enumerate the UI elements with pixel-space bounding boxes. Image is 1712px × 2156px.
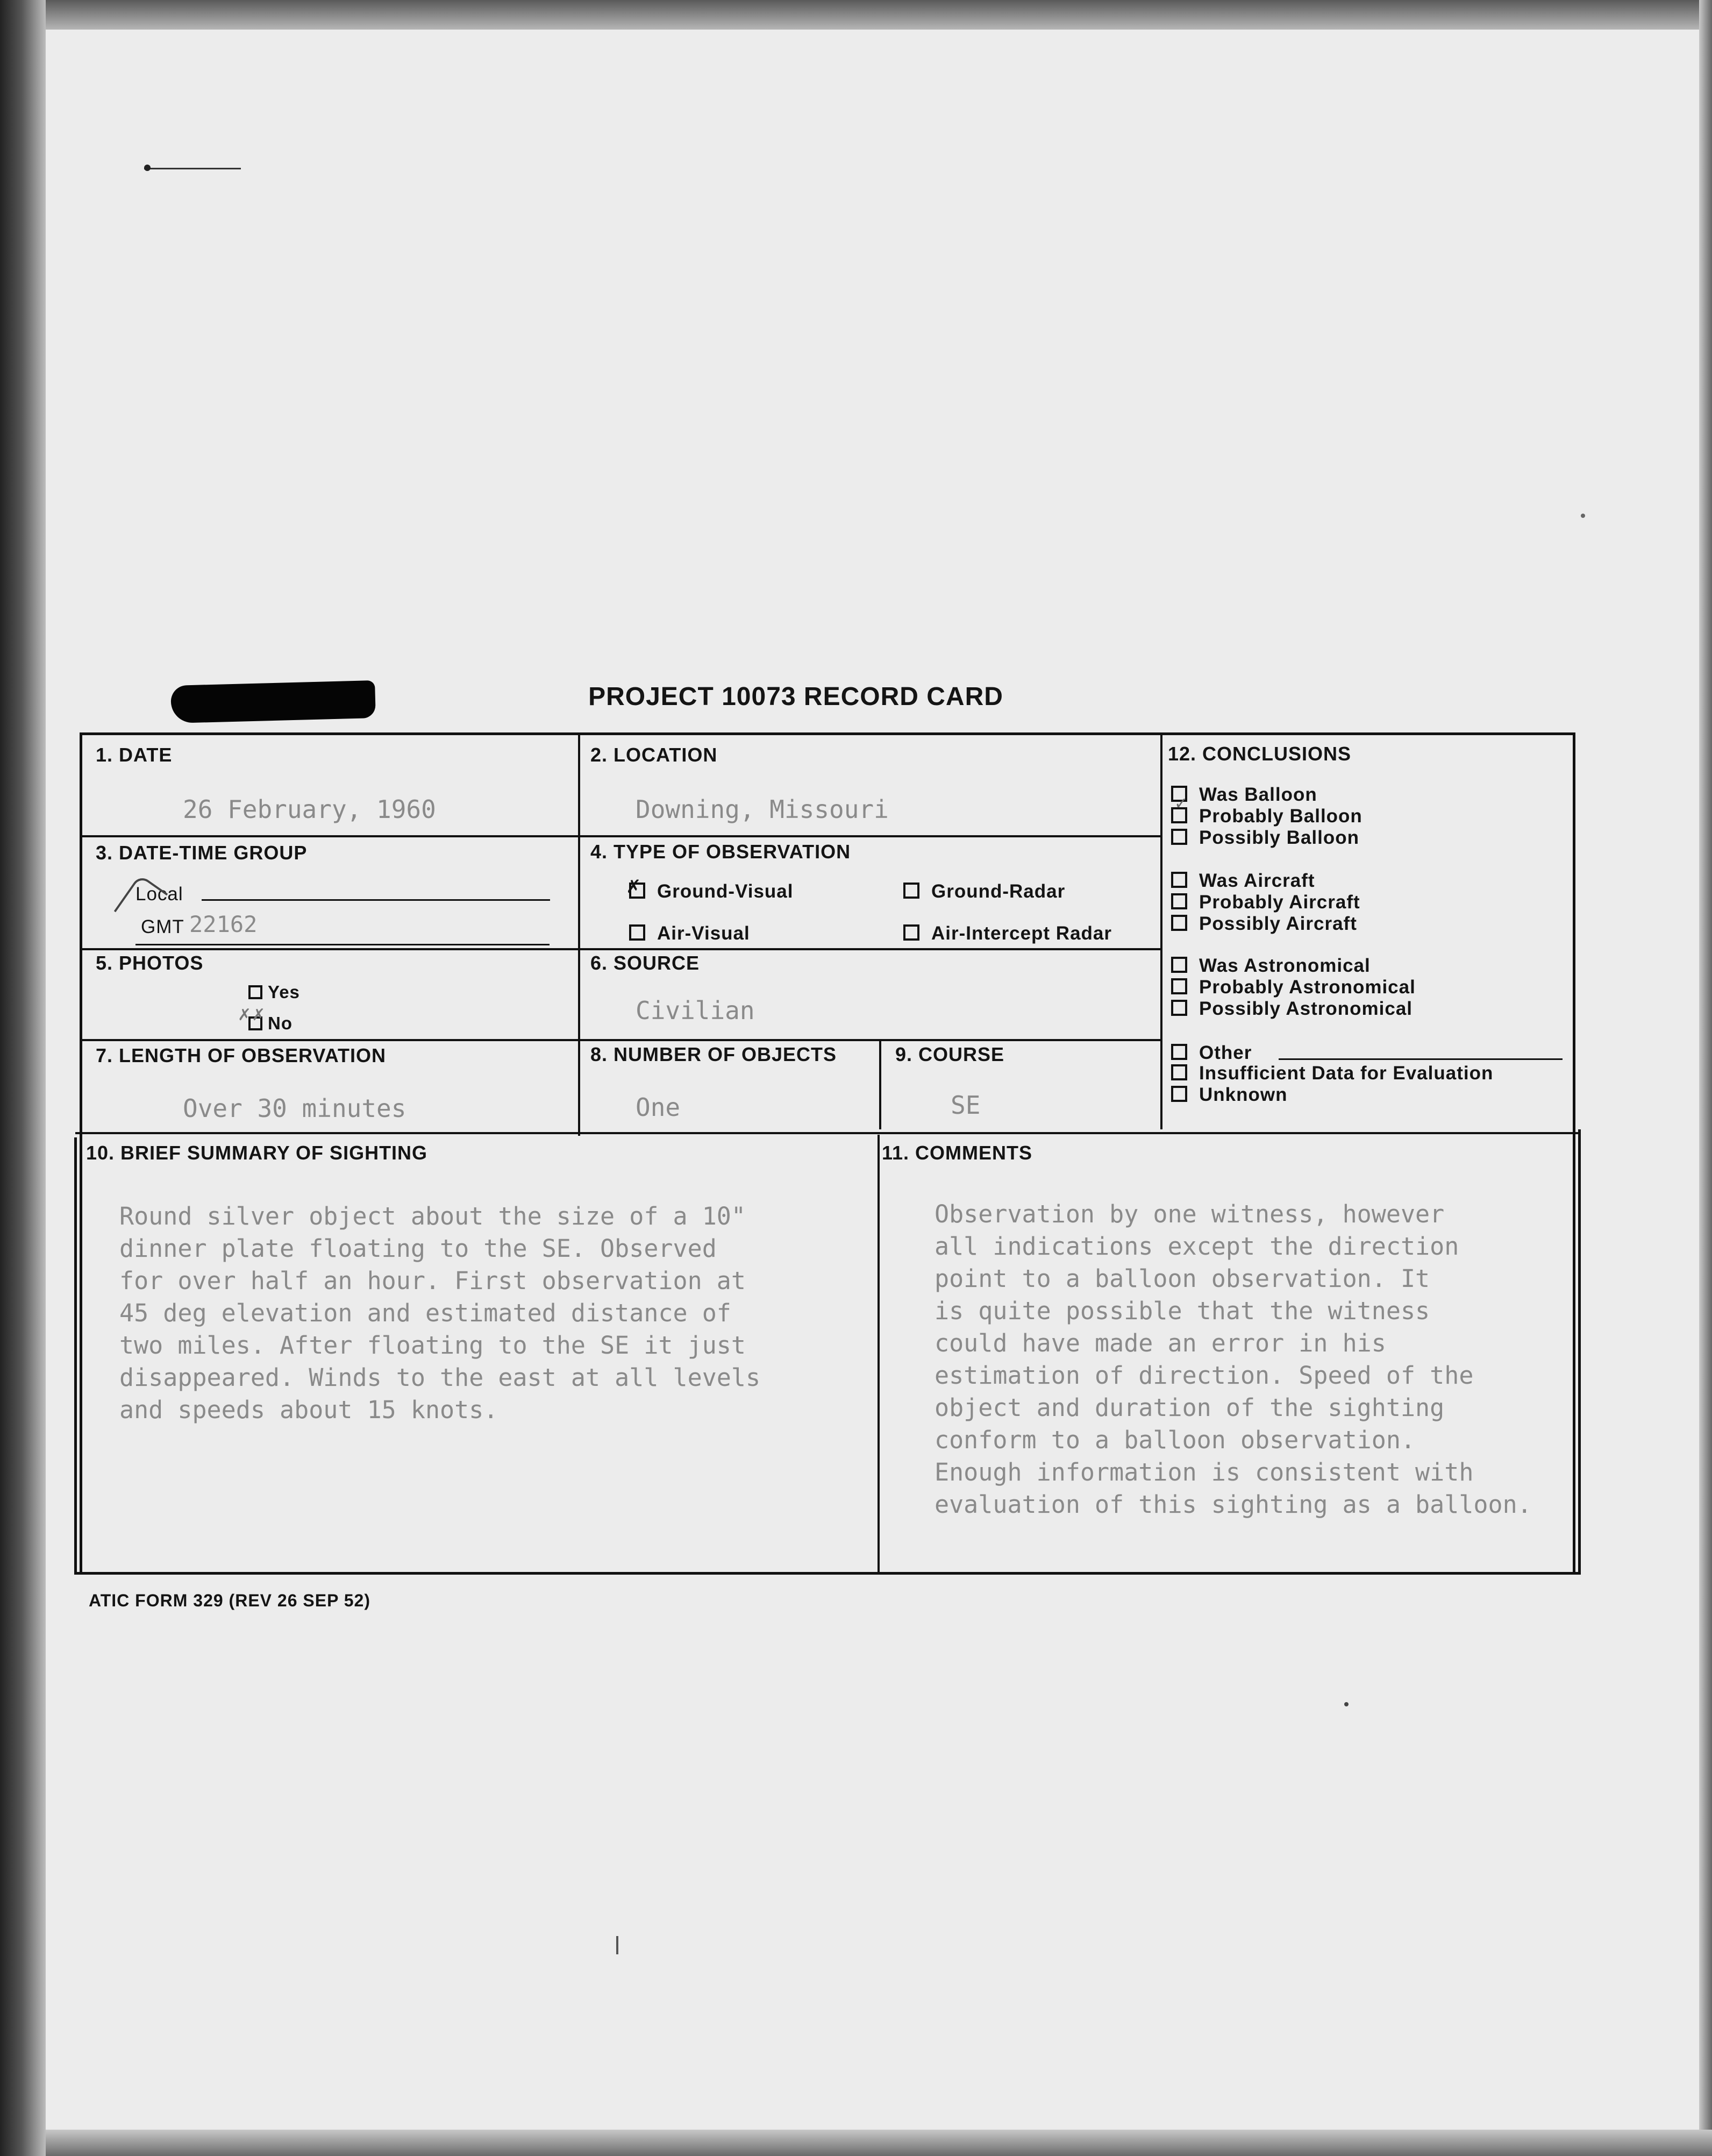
comments-line: Observation by one witness, however — [935, 1200, 1445, 1228]
comments-label: 11. COMMENTS — [882, 1142, 1033, 1164]
photos-no-checkbox-checked[interactable] — [238, 1006, 266, 1030]
comments-line: is quite possible that the witness — [935, 1297, 1430, 1325]
course-label: 9. COURSE — [895, 1043, 1005, 1065]
photos-label: 5. PHOTOS — [96, 952, 204, 974]
summary-label: 10. BRIEF SUMMARY OF SIGHTING — [86, 1142, 428, 1164]
comments-line: object and duration of the sighting — [935, 1393, 1445, 1422]
insufficient-data-label: Insufficient Data for Evaluation — [1199, 1063, 1494, 1084]
location-label: 2. LOCATION — [590, 744, 718, 766]
form-number-footer: ATIC FORM 329 (REV 26 SEP 52) — [89, 1591, 370, 1610]
summary-text — [119, 1168, 760, 1458]
type-obs-ground-visual[interactable] — [626, 877, 794, 902]
scan-edge-top — [46, 0, 1712, 30]
table-border-left-lower — [74, 1137, 77, 1574]
possibly-aircraft-label: Possibly Aircraft — [1199, 913, 1357, 934]
ground-radar-checkbox[interactable] — [903, 883, 919, 899]
comments-line: estimation of direction. Speed of the — [935, 1361, 1474, 1390]
divider-h-row1 — [81, 835, 1161, 837]
divider-h-row3 — [81, 1039, 1161, 1041]
length-value: Over 30 minutes — [183, 1094, 406, 1123]
speck-mark — [1581, 514, 1585, 518]
conclusion-was-astronomical[interactable] — [1171, 955, 1371, 977]
scan-edge-left — [0, 0, 46, 2156]
probably-astronomical-checkbox[interactable] — [1171, 978, 1187, 994]
summary-line: for over half an hour. First observation at — [119, 1266, 746, 1295]
conclusion-possibly-balloon[interactable] — [1171, 827, 1359, 849]
type-obs-ground-radar[interactable] — [903, 881, 1065, 902]
source-value: Civilian — [636, 996, 755, 1025]
redaction-block — [170, 680, 376, 723]
unknown-checkbox[interactable] — [1171, 1086, 1187, 1102]
conclusion-unknown[interactable] — [1171, 1084, 1287, 1106]
dtg-gmt-line — [135, 944, 550, 945]
comments-line: could have made an error in his — [935, 1329, 1386, 1357]
table-border-top — [82, 732, 1574, 735]
dtg-local-line — [202, 899, 550, 901]
summary-line: dinner plate floating to the SE. Observed — [119, 1234, 717, 1263]
type-obs-label: 4. TYPE OF OBSERVATION — [590, 841, 851, 863]
air-intercept-radar-checkbox[interactable] — [903, 924, 919, 941]
scan-edge-bottom — [46, 2130, 1712, 2156]
probably-aircraft-checkbox[interactable] — [1171, 893, 1187, 909]
stray-dot-mark — [144, 165, 151, 171]
air-visual-label: Air-Visual — [657, 923, 750, 944]
divider-v-comments — [878, 1135, 880, 1575]
check-mark-icon: ✓ — [1174, 795, 1189, 813]
comments-text — [935, 1166, 1532, 1553]
summary-line: and speeds about 15 knots. — [119, 1396, 498, 1424]
comments-line: conform to a balloon observation. — [935, 1426, 1416, 1454]
possibly-astronomical-checkbox[interactable] — [1171, 1000, 1187, 1016]
conclusion-probably-aircraft[interactable] — [1171, 892, 1360, 913]
conclusion-was-aircraft[interactable] — [1171, 870, 1315, 892]
comments-line: all indications except the direction — [935, 1232, 1459, 1261]
probably-balloon-checkbox-checked[interactable] — [1171, 795, 1189, 823]
type-obs-air-visual[interactable] — [629, 923, 750, 944]
conclusion-probably-astronomical[interactable] — [1171, 977, 1416, 998]
insufficient-data-checkbox[interactable] — [1171, 1064, 1187, 1080]
speck-mark — [1344, 1702, 1349, 1706]
summary-line: 45 deg elevation and estimated distance of — [119, 1299, 731, 1327]
photos-no-label: No — [268, 1013, 293, 1033]
summary-line: disappeared. Winds to the east at all levels — [119, 1363, 761, 1392]
photos-yes-checkbox[interactable] — [248, 985, 262, 999]
possibly-astronomical-label: Possibly Astronomical — [1199, 998, 1413, 1019]
possibly-balloon-label: Possibly Balloon — [1199, 827, 1359, 848]
conclusion-insufficient-data[interactable] — [1171, 1063, 1493, 1084]
divider-v-conclusions — [1160, 732, 1162, 1129]
was-astronomical-checkbox[interactable] — [1171, 957, 1187, 973]
dtg-local-label: Local — [135, 884, 183, 905]
conclusion-was-balloon[interactable] — [1171, 784, 1317, 806]
divider-h-row4 — [75, 1132, 1578, 1134]
was-astronomical-label: Was Astronomical — [1199, 955, 1371, 976]
conclusion-other[interactable] — [1171, 1042, 1252, 1064]
scan-edge-right — [1699, 0, 1712, 2156]
source-label: 6. SOURCE — [590, 952, 700, 974]
ground-radar-label: Ground-Radar — [931, 881, 1066, 902]
conclusion-possibly-aircraft[interactable] — [1171, 913, 1357, 935]
air-visual-checkbox[interactable] — [629, 924, 645, 941]
air-intercept-radar-label: Air-Intercept Radar — [931, 923, 1112, 944]
probably-astronomical-label: Probably Astronomical — [1199, 977, 1416, 998]
other-write-in-line[interactable] — [1279, 1058, 1563, 1060]
table-border-right-lower — [1578, 1129, 1581, 1574]
table-border-right — [1573, 732, 1575, 1574]
ground-visual-label: Ground-Visual — [657, 881, 794, 902]
photos-yes-option[interactable] — [248, 982, 300, 1002]
conclusions-label: 12. CONCLUSIONS — [1168, 743, 1352, 765]
summary-line: two miles. After floating to the SE it just — [119, 1331, 746, 1360]
probably-balloon-label: Probably Balloon — [1199, 806, 1363, 827]
num-objects-label: 8. NUMBER OF OBJECTS — [590, 1043, 837, 1065]
conclusion-probably-balloon[interactable] — [1171, 795, 1363, 827]
date-label: 1. DATE — [96, 744, 173, 766]
was-balloon-label: Was Balloon — [1199, 784, 1317, 805]
table-border-left — [80, 732, 82, 1574]
length-label: 7. LENGTH OF OBSERVATION — [96, 1044, 387, 1066]
was-aircraft-label: Was Aircraft — [1199, 870, 1315, 891]
type-obs-air-intercept-radar[interactable] — [903, 923, 1112, 944]
summary-line: Round silver object about the size of a 10" — [119, 1202, 746, 1230]
ground-visual-checkbox-checked[interactable] — [626, 877, 645, 899]
conclusion-possibly-astronomical[interactable] — [1171, 998, 1413, 1020]
dtg-label: 3. DATE-TIME GROUP — [96, 842, 308, 864]
speck-mark — [616, 1936, 618, 1954]
location-value: Downing, Missouri — [636, 795, 889, 824]
num-objects-value: One — [636, 1093, 681, 1122]
check-mark-icon: ✗✗ — [238, 1006, 266, 1024]
comments-line: point to a balloon observation. It — [935, 1264, 1430, 1293]
photos-no-option[interactable] — [238, 1006, 293, 1034]
comments-line: evaluation of this sighting as a balloon. — [935, 1490, 1532, 1519]
stray-pen-mark — [144, 168, 241, 169]
unknown-label: Unknown — [1199, 1084, 1288, 1105]
divider-h-row2 — [81, 948, 1161, 950]
table-border-bottom — [74, 1572, 1581, 1575]
dtg-gmt-value: 22162 — [189, 911, 258, 937]
dtg-gmt-label: GMT — [141, 916, 184, 937]
date-value: 26 February, 1960 — [183, 795, 436, 824]
possibly-balloon-checkbox[interactable] — [1171, 829, 1187, 845]
card-title: PROJECT 10073 RECORD CARD — [588, 682, 1003, 711]
probably-aircraft-label: Probably Aircraft — [1199, 892, 1360, 913]
was-aircraft-checkbox[interactable] — [1171, 872, 1187, 888]
comments-line: Enough information is consistent with — [935, 1458, 1474, 1486]
possibly-aircraft-checkbox[interactable] — [1171, 915, 1187, 931]
divider-v-location — [578, 732, 580, 1136]
other-checkbox[interactable] — [1171, 1044, 1187, 1060]
course-value: SE — [951, 1091, 981, 1120]
other-label: Other — [1199, 1042, 1252, 1063]
divider-v-course — [879, 1041, 881, 1129]
photos-yes-label: Yes — [268, 982, 300, 1002]
check-mark-icon: ✗ — [626, 877, 642, 897]
